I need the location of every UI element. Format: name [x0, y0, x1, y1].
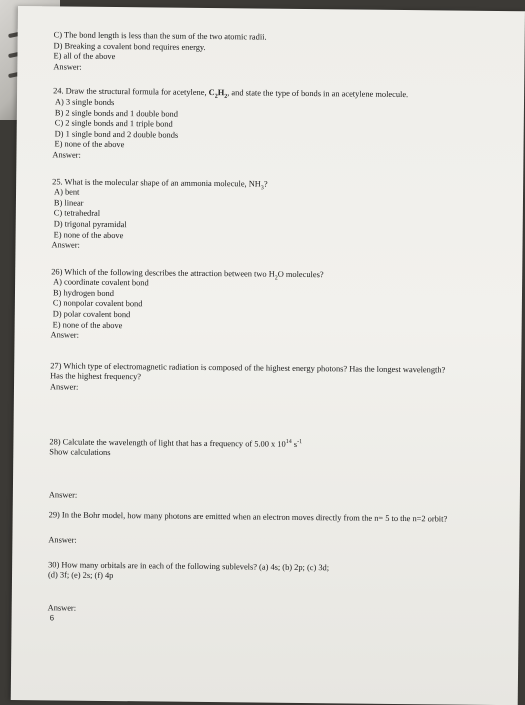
question-30-stem: 30) How many orbitals are in each of the following sublevels? (a) 4s; (b) 2p; (c) 3d;: [48, 559, 330, 572]
answer-label: Answer:: [53, 62, 82, 72]
option: A) coordinate covalent bond: [53, 277, 149, 288]
option-e: E) all of the above: [53, 51, 116, 62]
question-29: [48, 511, 518, 551]
question-25-stem: 25. What is the molecular shape of an ammonia molecule, $NH_3$?: [52, 176, 268, 191]
option: E) none of the above: [54, 139, 125, 150]
option: A) 3 single bonds: [54, 97, 115, 107]
answer-space: [49, 458, 519, 495]
question-24: [52, 87, 523, 166]
answer-label: Answer:: [48, 490, 78, 500]
option: C) 2 single bonds and 1 triple bond: [54, 118, 173, 129]
question-28-instruction: Show calculations: [49, 447, 111, 458]
option-c: C) The bond length is less than the sum of the two atomic radii.: [53, 30, 267, 42]
answer-label: Answer:: [49, 382, 79, 392]
answer-space: [49, 393, 519, 442]
answer-label: Answer:: [51, 240, 80, 250]
option: D) 1 single bond and 2 double bonds: [54, 129, 179, 140]
question-30: [48, 560, 519, 629]
option: D) trigonal pyramidal: [53, 219, 127, 230]
option: B) 2 single bonds and 1 double bond: [54, 107, 178, 119]
handwritten-answer: 6: [49, 613, 55, 623]
option: B) hydrogen bond: [52, 288, 114, 298]
answer-label: Answer:: [50, 330, 79, 340]
question-23-tail: [53, 30, 523, 77]
option-d: D) Breaking a covalent bond requires energy.: [53, 40, 206, 52]
answer-label: Answer:: [47, 603, 77, 613]
question-27: [50, 361, 520, 398]
question-26-stem: 26) Which of the following describes the attraction between two $H_2O$ molecules?: [51, 267, 324, 282]
worksheet-page: [11, 6, 525, 705]
question-29-stem: 29) In the Bohr model, how many photons are emitted when an electron moves directly from the n= 5 to the n=2 orbit?: [48, 510, 448, 524]
option: D) polar covalent bond: [52, 309, 131, 320]
option: E) none of the above: [53, 229, 124, 240]
worksheet-content: [48, 30, 524, 629]
option: B) linear: [53, 198, 84, 208]
answer-label: Answer:: [52, 150, 81, 160]
question-28: [49, 437, 520, 506]
question-28-stem: 28) Calculate the wavelength of light that has a frequency of 5.00 x $10^{14}$ $s^{-1}$: [49, 436, 303, 449]
question-25: [51, 177, 522, 256]
option: C) nonpolar covalent bond: [52, 298, 143, 309]
option: E) none of the above: [52, 320, 123, 330]
question-26: [50, 267, 521, 346]
option: C) tetrahedral: [53, 208, 101, 219]
question-24-stem: 24. Draw the structural formula for acetylene, $C_2H_2$, and state the type of bonds in an acetylene molecule.: [53, 86, 409, 101]
question-27-stem: 27) Which type of electromagnetic radiation is composed of the highest energy photons? Has the longest wavelength? Has the highest frequency?: [50, 361, 446, 382]
option: A) bent: [54, 187, 80, 197]
question-30-stem-line2: (d) 3f; (e) 2s; (f) 4p: [47, 570, 114, 581]
answer-label: Answer:: [48, 535, 77, 545]
